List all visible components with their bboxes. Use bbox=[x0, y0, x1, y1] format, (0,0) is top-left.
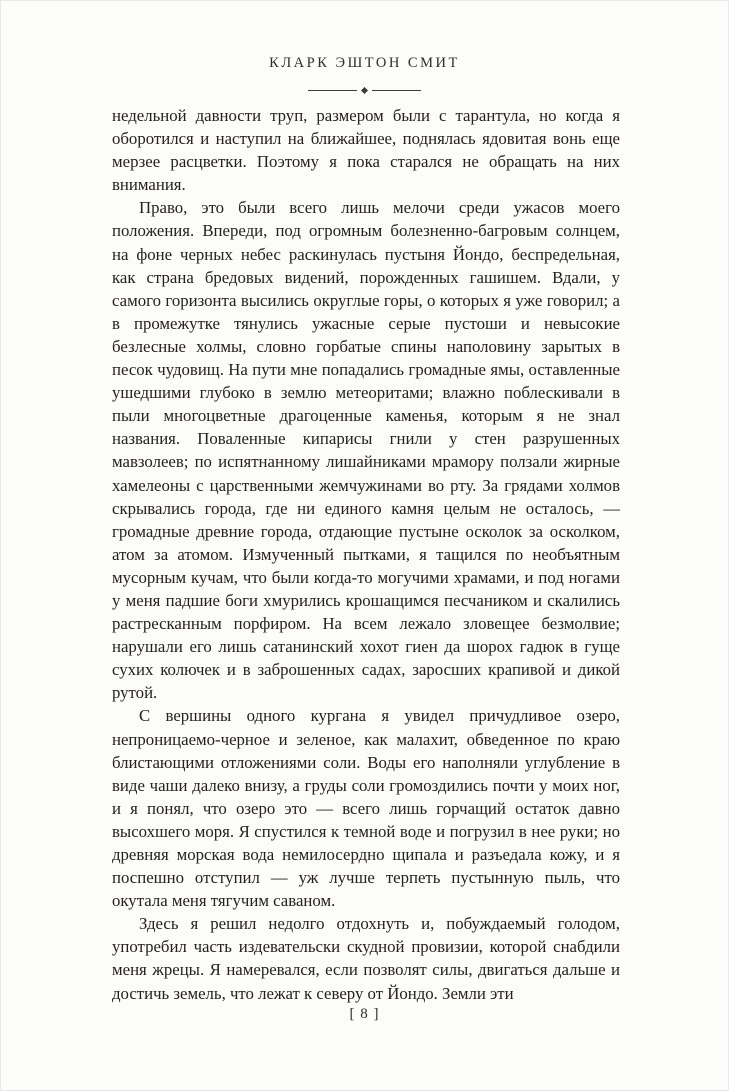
paragraph: недельной давности труп, размером были с тарантула, но когда я оборотился и наступил на ближайшее, поднялась ядовитая вонь еще мерзее расцветки. Поэтому я пока старался не обращать на них внимания. bbox=[112, 106, 620, 195]
paragraph: С вершины одного кургана я увидел причудливое озеро, непроницаемо-черное и зеленое, как малахит, обведенное по краю блистающими отложениями соли. Воды его наполняли углубление в виде чаши далеко внизу, а груды соли громоздились почти у моих ног, и я понял, что озеро это — всего лишь горчащий остаток давно высохшего моря. Я спустился к темной воде и погрузил в нее руки; но древняя морская вода немилосердно щипала и разъедала кожу, и я поспешно отступил — уж лучше терпеть пустынную пыль, что окутала меня тягучим саваном. bbox=[112, 706, 620, 911]
ornament-divider bbox=[0, 86, 729, 94]
divider-rule-right bbox=[372, 90, 421, 91]
divider-rule-left bbox=[308, 90, 357, 91]
paragraph: Здесь я решил недолго отдохнуть и, побуждаемый голодом, употребил часть издевательски скудной провизии, которой снабдили меня жрецы. Я намеревался, если позволят силы, двигаться дальше и достичь земель, что лежат к северу от Йондо. Земли эти bbox=[112, 914, 620, 1003]
body-text bbox=[112, 104, 620, 1005]
running-head: КЛАРК ЭШТОН СМИТ bbox=[269, 55, 460, 71]
diamond-ornament-icon bbox=[361, 86, 368, 93]
page-number: [ 8 ] bbox=[349, 1006, 380, 1022]
paragraph: Право, это были всего лишь мелочи среди ужасов моего положения. Впереди, под огромным болезненно-багровым солнцем, на фоне черных небес раскинулась пустыня Йондо, беспредельная, как страна бредовых видений, порожденных гашишем. Вдали, у самого горизонта высились округлые горы, о которых я уже говорил; а в промежутке тянулись ужасные серые пустоши и невысокие безлесные холмы, словно горбатые спины наполовину зарытых в песок чудовищ. На пути мне попадались громадные ямы, оставленные ушедшими глубоко в землю метеоритами; влажно поблескивали в пыли многоцветные драгоценные каменья, которым я не знал названия. Поваленные кипарисы гнили у стен разрушенных мавзолеев; по испятнанному лишайниками мрамору ползали жирные хамелеоны с царственными жемчужинами во рту. За грядами холмов скрывались города, где ни единого камня целым не осталось, — громадные древние города, отдающие пустыне осколок за осколком, атом за атомом. Измученный пытками, я тащился по необъятным мусорным кучам, что были когда-то могучими храмами, и под ногами у меня падшие боги хмурились крошащимся песчаником и скалились растресканным порфиром. На всем лежало зловещее безмолвие; нарушали его лишь сатанинский хохот гиен да шорох гадюк в гуще сухих колючек и в заброшенных садах, заросших крапивой и дикой рутой. bbox=[112, 198, 620, 703]
